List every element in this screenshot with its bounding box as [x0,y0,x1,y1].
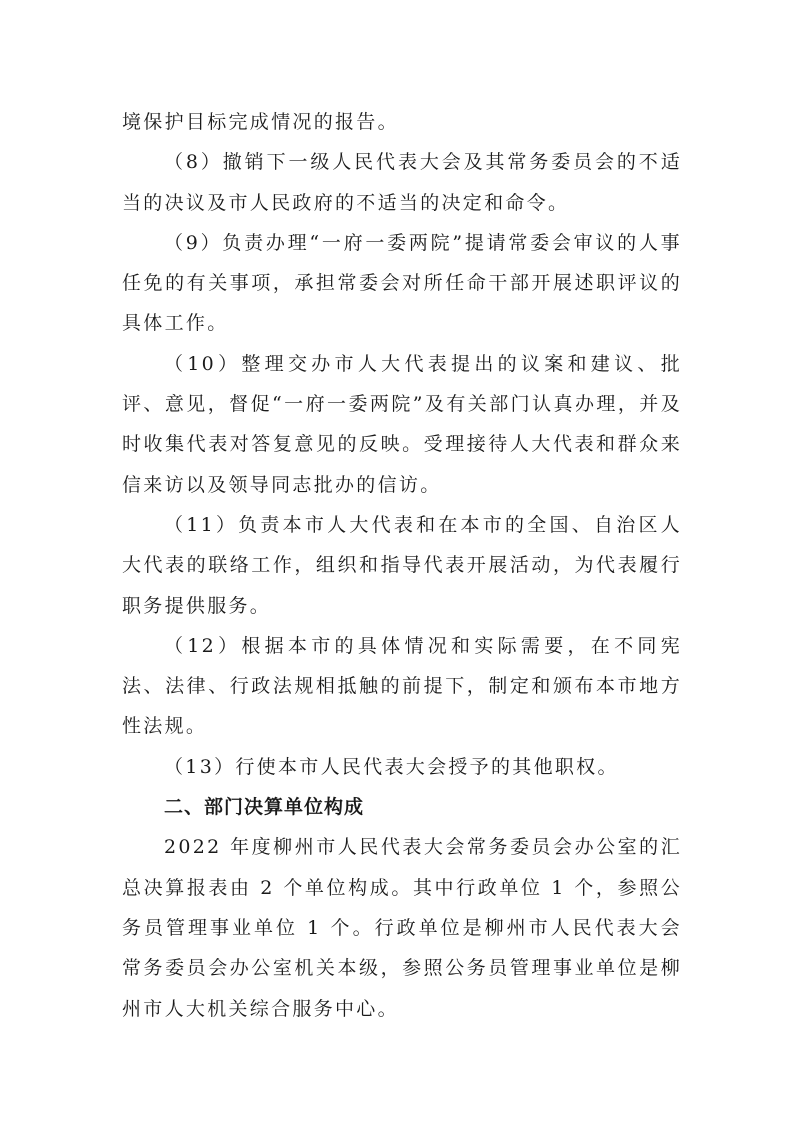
paragraph-item-13: （13）行使本市人民代表大会授予的其他职权。 [164,755,619,778]
paragraph-item-10: （10）整理交办市人大代表提出的议案和建议、批评、意见，督促“一府一委两院”及有关部门认真办理，并及时收集代表对答复意见的反映。受理接待人大代表和群众来信来访以及领导同志批办的信访。 [122,352,682,496]
paragraph-item-8: （8）撤销下一级人民代表大会及其常务委员会的不适当的决议及市人民政府的不适当的决定和命令。 [122,151,682,214]
section-body-paragraph: 2022 年度柳州市人民代表大会常务委员会办公室的汇总决算报表由 2 个单位构成。其中行政单位 1 个，参照公务员管理事业单位 1 个。行政单位是柳州市人民代表大会常务委员会办公室机关本级，参照公务员管理事业单位是柳州市人大机关综合服务中心。 [122,836,682,1020]
paragraph-item-11: （11）负责本市人大代表和在本市的全国、自治区人大代表的联络工作，组织和指导代表开展活动，为代表履行职务提供服务。 [122,513,682,617]
paragraph-item-9: （9）负责办理“一府一委两院”提请常委会审议的人事任免的有关事项，承担常委会对所任命干部开展述职评议的具体工作。 [122,231,682,335]
document-body [122,102,682,1029]
paragraph-continuation: 境保护目标完成情况的报告。 [122,111,399,133]
section-heading: 二、部门决算单位构成 [164,796,365,819]
paragraph-item-12: （12）根据本市的具体情况和实际需要，在不同宪法、法律、行政法规相抵触的前提下，制定和颁布本市地方性法规。 [122,634,682,738]
